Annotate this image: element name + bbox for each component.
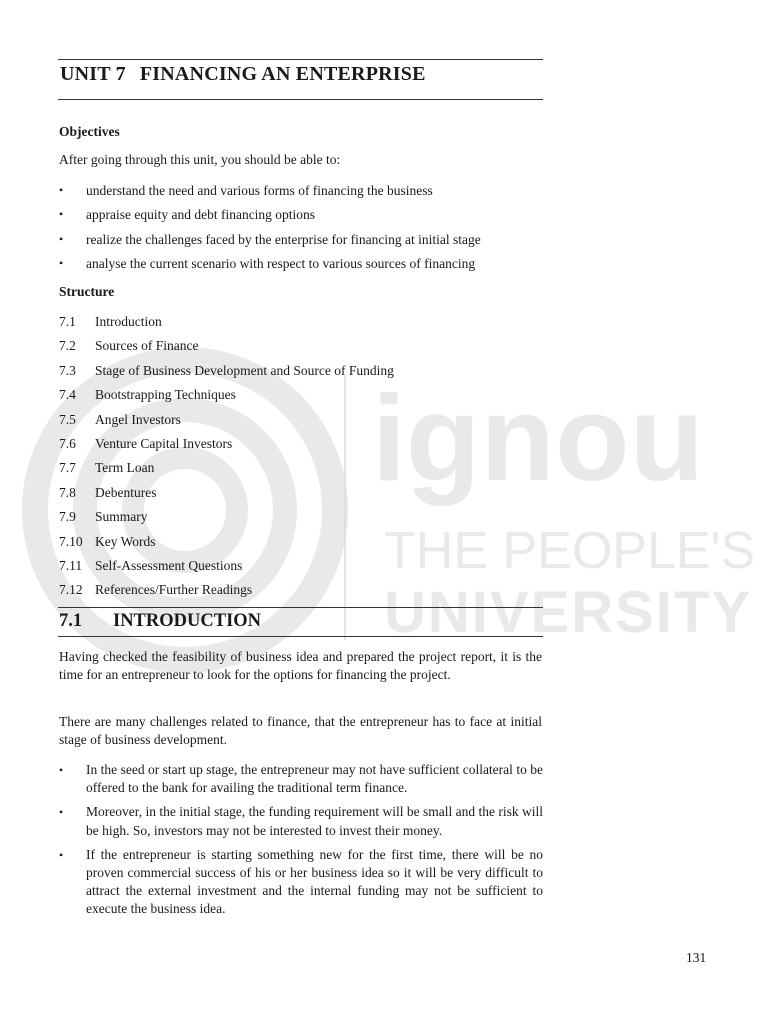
title-top-rule: [58, 59, 543, 60]
toc-item: 7.10 Key Words: [59, 533, 156, 549]
list-item: • If the entrepreneur is starting something new for the first time, there will be no proven commercial success of his or her business idea so it will be very difficult to attract the external investment and the internal funding may not be sufficient to execute the business idea.: [59, 846, 543, 917]
intro-paragraph-1: Having checked the feasibility of business idea and prepared the project report, it is the time for an entrepreneur to look for the options for financing the project.: [59, 649, 542, 683]
toc-item: 7.5 Angel Investors: [59, 411, 181, 427]
watermark-logo-text: ignou: [372, 370, 704, 506]
intro-bullet-list: [59, 761, 543, 925]
title-bottom-rule: [58, 99, 543, 100]
toc-item: 7.12 References/Further Readings: [59, 582, 253, 598]
section-number: 7.1: [59, 611, 83, 631]
objectives-intro: After going through this unit, you should be able to:: [59, 152, 341, 167]
list-item: • In the seed or start up stage, the entrepreneur may not have sufficient collateral to be offered to the bank for availing the traditional term finance.: [59, 762, 543, 796]
objectives-list: [59, 182, 543, 279]
toc-item: 7.1 Introduction: [59, 314, 162, 329]
watermark-line2: UNIVERSITY: [384, 580, 753, 645]
intro-paragraph-2: There are many challenges related to finance, that the entrepreneur has to face at initial stage of business development.: [59, 714, 542, 748]
unit-title: [60, 63, 426, 86]
structure-list: [59, 313, 394, 606]
bullet-icon: •: [59, 847, 64, 862]
toc-item: 7.3 Stage of Business Development and Source of Funding: [59, 362, 394, 378]
toc-item: 7.8 Debentures: [59, 484, 157, 500]
page-number: 131: [686, 950, 707, 965]
objectives-heading: Objectives: [59, 124, 120, 139]
section-title-text: INTRODUCTION: [113, 611, 262, 631]
unit-title-text: FINANCING AN ENTERPRISE: [139, 63, 426, 85]
bullet-icon: •: [59, 805, 64, 820]
bullet-icon: •: [59, 255, 64, 270]
toc-item: 7.11 Self-Assessment Questions: [59, 557, 243, 573]
list-item: • Moreover, in the initial stage, the funding requirement will be small and the risk will be high. So, investors may not be interested to invest their money.: [59, 804, 543, 838]
structure-heading: Structure: [59, 284, 115, 299]
toc-item: 7.7 Term Loan: [59, 460, 155, 476]
toc-item: 7.4 Bootstrapping Techniques: [59, 387, 236, 403]
watermark-line1: THE PEOPLE'S: [384, 522, 756, 580]
section-top-rule: [58, 607, 543, 608]
section-bottom-rule: [58, 636, 543, 637]
bullet-icon: •: [59, 207, 64, 222]
list-item: • analyse the current scenario with respect to various sources of financing: [59, 255, 476, 271]
toc-item: 7.2 Sources of Finance: [59, 338, 199, 354]
list-item: • appraise equity and debt financing options: [59, 207, 316, 223]
unit-number: UNIT 7: [60, 63, 126, 85]
bullet-icon: •: [59, 183, 64, 197]
toc-item: 7.9 Summary: [59, 509, 148, 525]
bullet-icon: •: [59, 231, 64, 246]
list-item: • understand the need and various forms of financing the business: [59, 183, 433, 198]
bullet-icon: •: [59, 763, 64, 777]
list-item: • realize the challenges faced by the enterprise for financing at initial stage: [59, 231, 481, 247]
toc-item: 7.6 Venture Capital Investors: [59, 435, 233, 451]
section-title: [59, 611, 261, 632]
